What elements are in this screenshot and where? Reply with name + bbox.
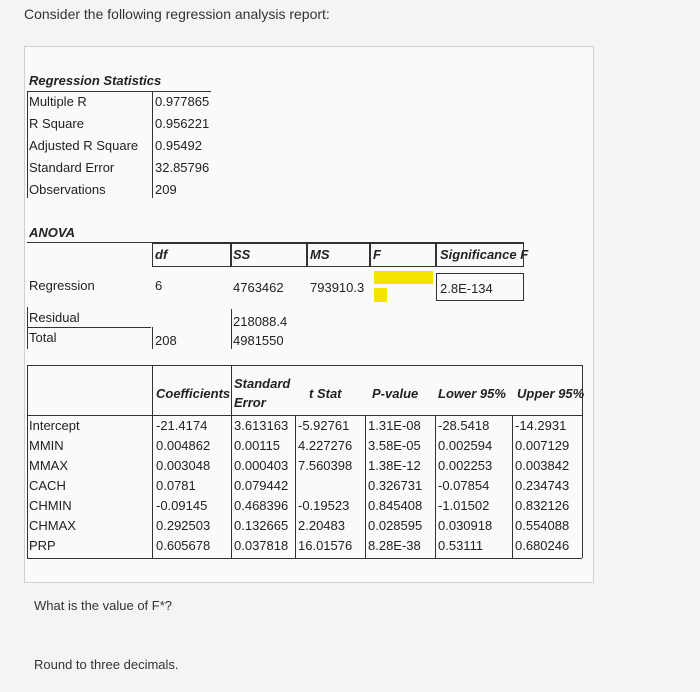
anova-row-divider <box>27 327 151 328</box>
anova-left-border <box>27 307 28 349</box>
regstats-label: Observations <box>29 182 106 197</box>
coef-header-tstat: t Stat <box>309 386 342 401</box>
regstats-value: 32.85796 <box>155 160 210 175</box>
coef-row-label: PRP <box>29 538 56 553</box>
anova-header-ss: SS <box>233 247 251 262</box>
coef-row-se: 0.000403 <box>234 458 289 473</box>
coef-row-p: 1.31E-08 <box>368 418 421 433</box>
anova-ss-border <box>231 309 232 349</box>
coef-row-upper: 0.832126 <box>515 498 570 513</box>
coef-row-label: MMIN <box>29 438 64 453</box>
coef-row-p: 1.38E-12 <box>368 458 421 473</box>
coef-col-border <box>231 365 232 558</box>
coef-row-coef: 0.292503 <box>156 518 211 533</box>
regstats-value: 0.956221 <box>155 116 210 131</box>
regstats-title: Regression Statistics <box>29 73 162 88</box>
coef-row-t: 4.227276 <box>298 438 353 453</box>
coef-row-se: 0.037818 <box>234 538 289 553</box>
anova-header-ms: MS <box>310 247 330 262</box>
coef-row-coef: 0.0781 <box>156 478 196 493</box>
regstats-label: Multiple R <box>29 94 87 109</box>
coef-row-se: 3.613163 <box>234 418 289 433</box>
coef-row-p: 0.028595 <box>368 518 423 533</box>
anova-residual-ms: 218088.4 <box>233 314 288 329</box>
coef-row-coef: 0.004862 <box>156 438 211 453</box>
regression-report <box>24 46 594 583</box>
coef-row-t: -5.92761 <box>298 418 350 433</box>
coef-row-lower: -0.07854 <box>438 478 490 493</box>
coef-row-lower: -28.5418 <box>438 418 490 433</box>
intro-text: Consider the following regression analysis report: <box>24 6 330 22</box>
anova-residual-label: Residual <box>29 310 80 325</box>
coef-bottom-border <box>27 558 582 559</box>
coef-row-lower: 0.002253 <box>438 458 493 473</box>
regstats-label: Adjusted R Square <box>29 138 139 153</box>
question-text: What is the value of F*? <box>34 598 173 613</box>
coef-row-t: -0.19523 <box>298 498 350 513</box>
coef-row-coef: 0.003048 <box>156 458 211 473</box>
coef-row-se: 0.468396 <box>234 498 289 513</box>
coef-row-lower: 0.53111 <box>438 538 484 553</box>
coef-row-lower: 0.002594 <box>438 438 493 453</box>
coef-row-label: CACH <box>29 478 66 493</box>
anova-regression-ss: 4763462 <box>233 280 284 295</box>
anova-regression-label: Regression <box>29 278 95 293</box>
coef-row-coef: -21.4174 <box>156 418 208 433</box>
anova-title: ANOVA <box>29 225 75 240</box>
anova-regression-ms: 793910.3 <box>310 280 365 295</box>
anova-sigf-value-cell <box>436 273 524 301</box>
coef-row-upper: 0.007129 <box>515 438 570 453</box>
coef-row-p: 0.326731 <box>368 478 423 493</box>
coef-row-coef: 0.605678 <box>156 538 211 553</box>
coef-row-label: CHMIN <box>29 498 72 513</box>
coef-row-t: 2.20483 <box>298 518 345 533</box>
regstats-value: 0.95492 <box>155 138 202 153</box>
regstats-label: R Square <box>29 116 84 131</box>
coef-row-p: 0.845408 <box>368 498 423 513</box>
coef-col-border <box>295 415 296 558</box>
coef-row-t: 7.560398 <box>298 458 353 473</box>
anova-header-sigf: Significance F <box>440 247 529 262</box>
coef-row-coef: -0.09145 <box>156 498 208 513</box>
coef-row-se: 0.132665 <box>234 518 289 533</box>
regstats-mid-border <box>152 91 153 198</box>
f-highlight-bottom <box>374 288 387 302</box>
anova-total-df: 208 <box>155 333 177 348</box>
coef-top-border <box>27 365 582 366</box>
coef-header-lower95: Lower 95% <box>438 386 506 401</box>
coef-col-border <box>152 365 153 558</box>
regstats-left-border <box>27 91 28 198</box>
coef-left-border <box>27 365 28 558</box>
coef-row-label: MMAX <box>29 458 68 473</box>
coef-row-upper: 0.003842 <box>515 458 570 473</box>
coef-row-p: 3.58E-05 <box>368 438 421 453</box>
coef-col-border <box>435 415 436 558</box>
coef-row-lower: -1.01502 <box>438 498 490 513</box>
coef-row-upper: 0.234743 <box>515 478 570 493</box>
coef-header-se-line1: Standard <box>234 376 291 391</box>
anova-total-label: Total <box>29 330 57 345</box>
coef-row-label: CHMAX <box>29 518 76 533</box>
regstats-value: 209 <box>155 182 177 197</box>
coef-row-p: 8.28E-38 <box>368 538 421 553</box>
anova-regression-df: 6 <box>155 278 163 293</box>
regstats-value: 0.977865 <box>155 94 210 109</box>
anova-regression-sigf: 2.8E-134 <box>440 281 493 296</box>
instruction-text: Round to three decimals. <box>34 657 179 672</box>
anova-f-header-cell <box>370 243 436 267</box>
coef-header-coefficients: Coefficients <box>156 386 231 401</box>
anova-df-header-cell <box>152 243 231 267</box>
coef-row-lower: 0.030918 <box>438 518 493 533</box>
anova-header-f: F <box>373 247 381 262</box>
coef-col-border <box>365 415 366 558</box>
anova-sigf-header-cell <box>436 243 524 267</box>
coef-header-se-line2: Error <box>234 395 266 410</box>
f-highlight-top <box>374 271 433 284</box>
regstats-top-border <box>27 91 211 92</box>
anova-header-df: df <box>155 247 168 262</box>
coef-row-upper: 0.680246 <box>515 538 570 553</box>
coef-header-upper95: Upper 95% <box>517 386 585 401</box>
coef-header-pvalue: P-value <box>372 386 419 401</box>
coef-row-t: 16.01576 <box>298 538 353 553</box>
coef-row-se: 0.079442 <box>234 478 289 493</box>
coef-row-upper: -14.2931 <box>515 418 567 433</box>
coef-row-upper: 0.554088 <box>515 518 570 533</box>
anova-df-border <box>152 327 153 349</box>
regstats-label: Standard Error <box>29 160 115 175</box>
coef-header-bottom-border <box>27 415 582 416</box>
coef-col-border <box>512 415 513 558</box>
anova-total-ms: 4981550 <box>233 333 284 348</box>
anova-ms-header-cell <box>307 243 370 267</box>
coef-row-label: Intercept <box>29 418 80 433</box>
coef-row-se: 0.00115 <box>234 438 281 453</box>
anova-ss-header-cell <box>231 243 307 267</box>
